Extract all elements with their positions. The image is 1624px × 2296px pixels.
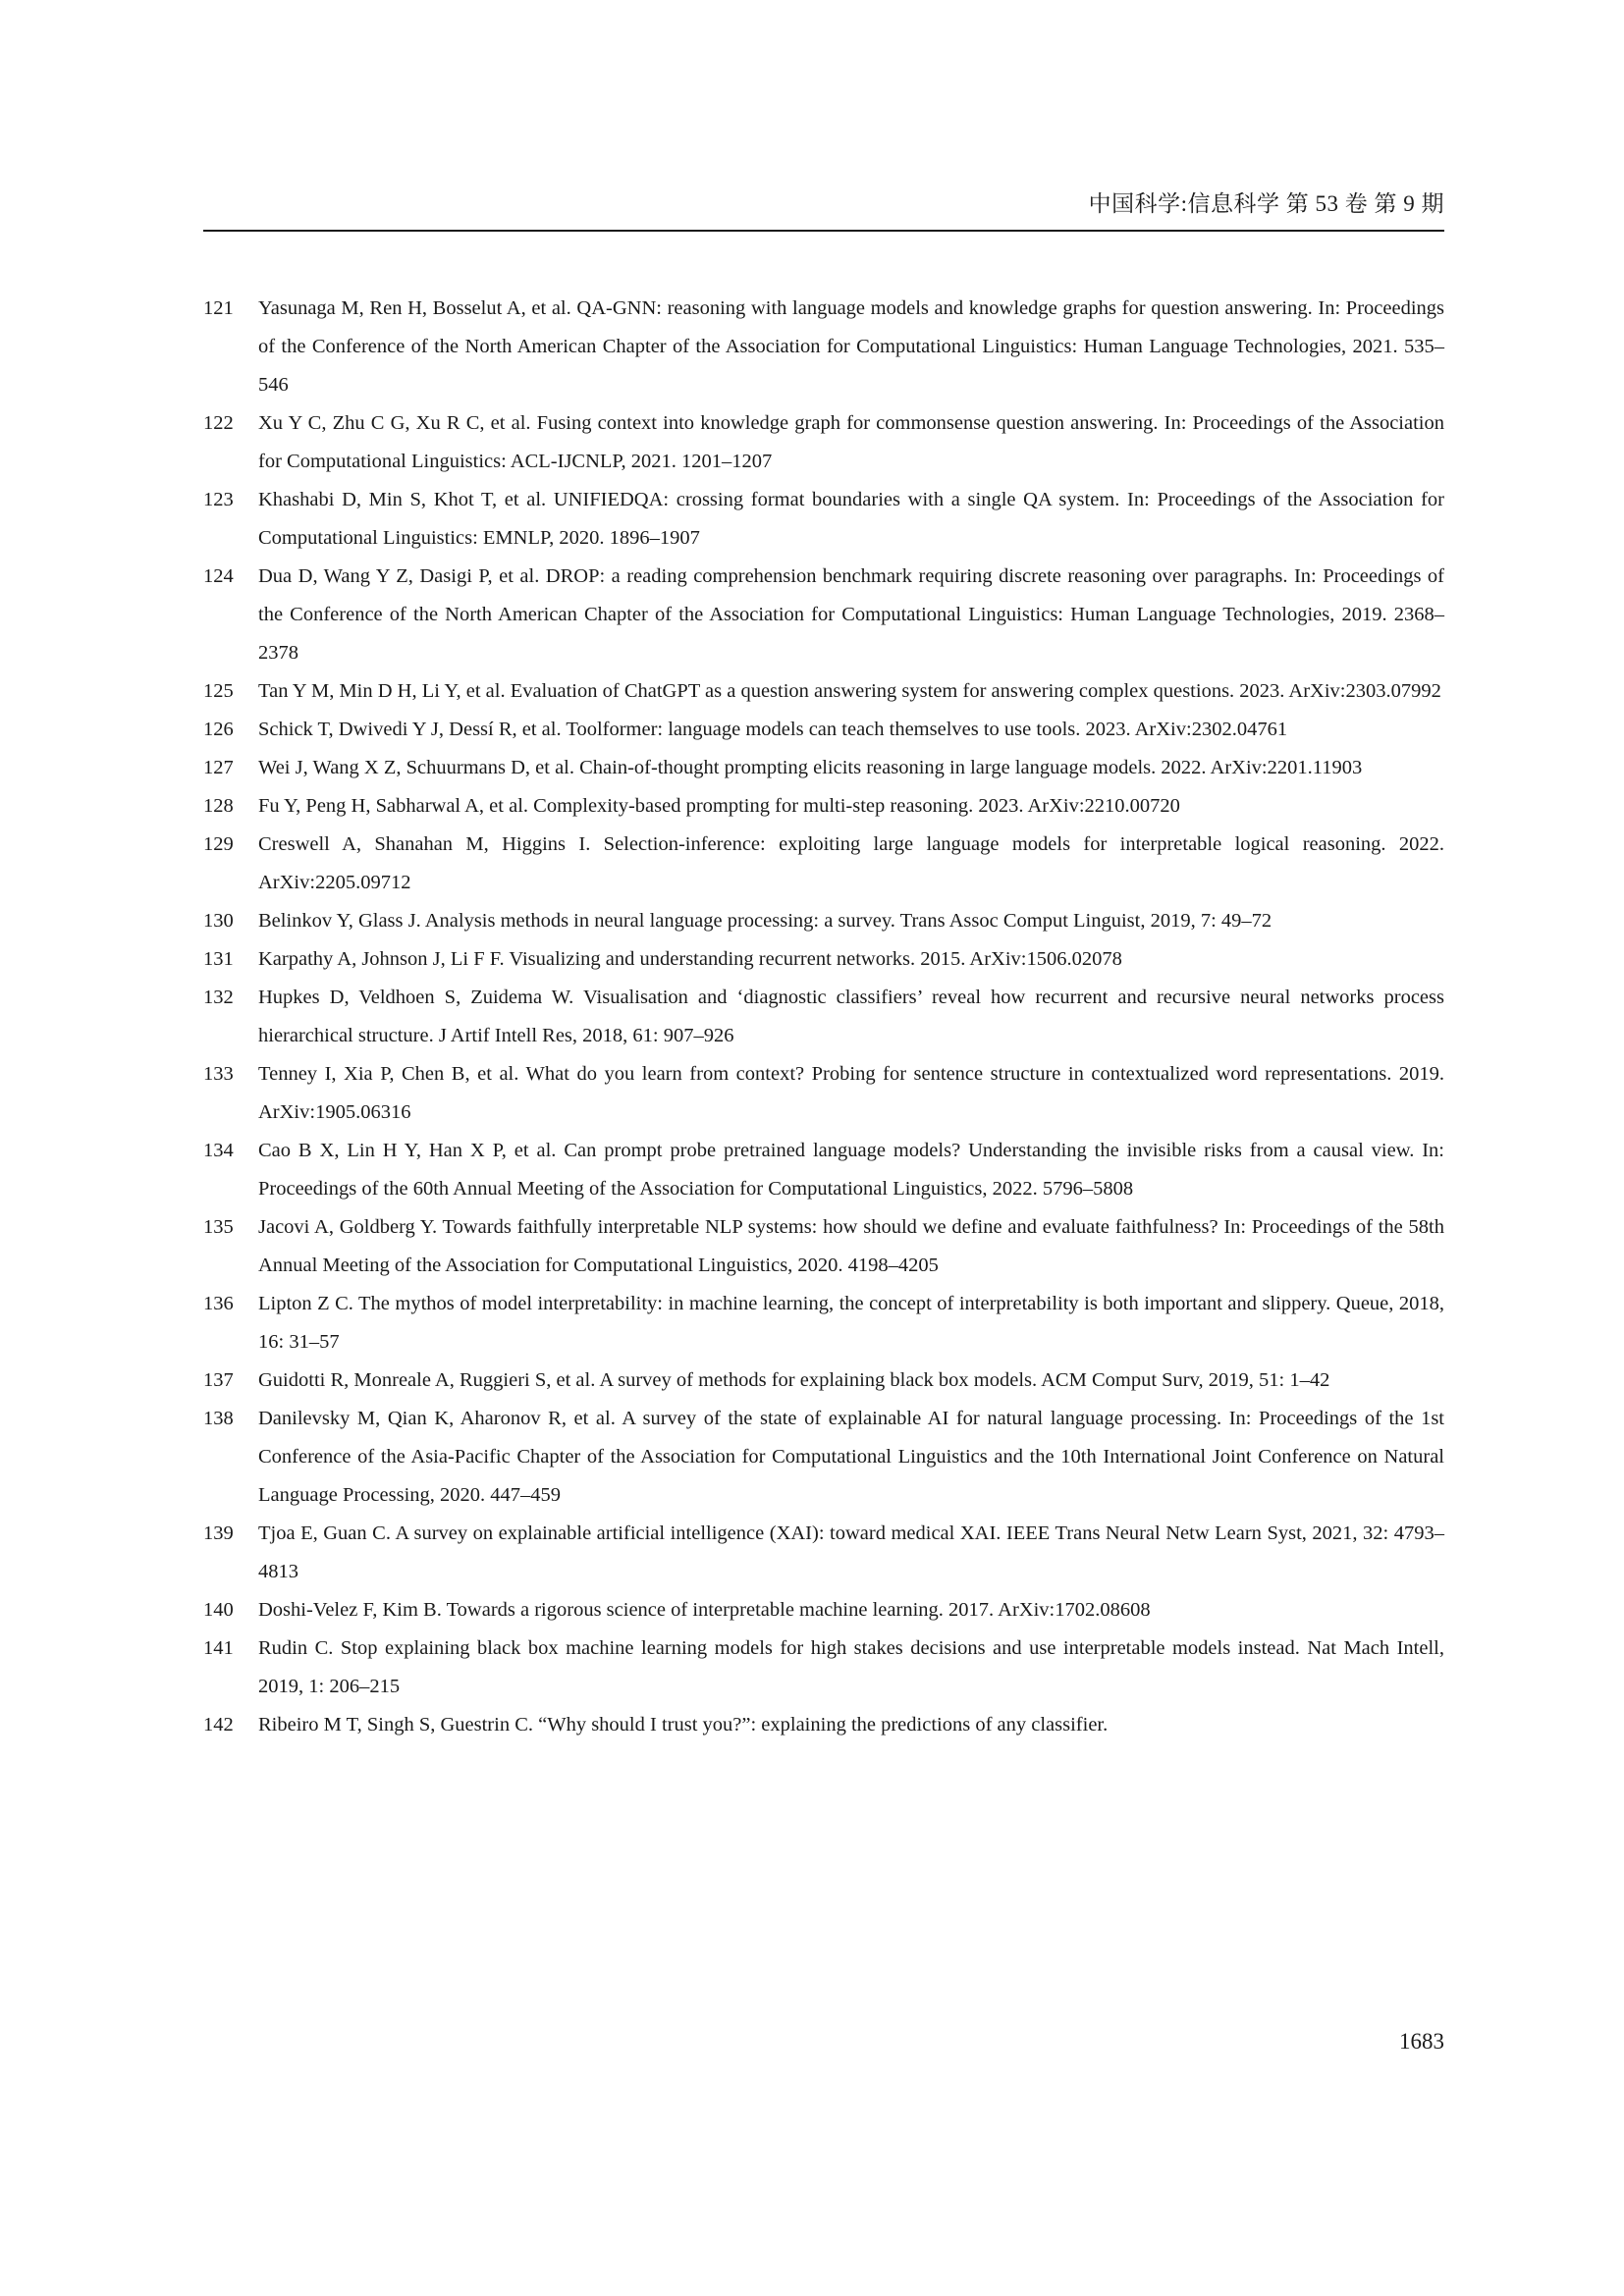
- reference-item: [203, 1515, 1444, 1591]
- reference-item: [203, 979, 1444, 1055]
- reference-number: 139: [203, 1522, 234, 1544]
- reference-text: Cao B X, Lin H Y, Han X P, et al. Can prompt probe pretrained language models? Understanding the invisible risks from a causal view. In: Proceedings of the 60th Annual Meeting of the Association for Computational Linguistics, 2022. 5796–5808: [258, 1140, 1444, 1200]
- reference-item: [203, 940, 1444, 979]
- reference-text: Rudin C. Stop explaining black box machine learning models for high stakes decisions and use interpretable models instead. Nat Mach Intell, 2019, 1: 206–215: [258, 1637, 1444, 1697]
- reference-text: Khashabi D, Min S, Khot T, et al. UNIFIEDQA: crossing format boundaries with a single QA system. In: Proceedings of the Association for Computational Linguistics: EMNLP, 2020. 1896–1907: [258, 489, 1444, 549]
- reference-text: Schick T, Dwivedi Y J, Dessí R, et al. Toolformer: language models can teach themselves to use tools. 2023. ArXiv:2302.04761: [258, 719, 1288, 740]
- reference-number: 128: [203, 795, 234, 817]
- reference-text: Yasunaga M, Ren H, Bosselut A, et al. QA-GNN: reasoning with language models and knowledge graphs for question answering. In: Proceedings of the Conference of the North American Chapter of the Association for Computational Linguistics: Human Language Technologies, 2021. 535–546: [258, 297, 1444, 396]
- reference-number: 140: [203, 1599, 234, 1621]
- reference-number: 127: [203, 757, 234, 778]
- reference-item: [203, 1132, 1444, 1208]
- reference-number: 134: [203, 1140, 234, 1161]
- reference-text: Wei J, Wang X Z, Schuurmans D, et al. Chain-of-thought prompting elicits reasoning in large language models. 2022. ArXiv:2201.11903: [258, 757, 1363, 778]
- reference-number: 131: [203, 948, 234, 970]
- reference-number: 136: [203, 1293, 234, 1314]
- reference-item: [203, 902, 1444, 940]
- reference-number: 142: [203, 1714, 234, 1735]
- reference-number: 122: [203, 412, 234, 434]
- reference-item: [203, 1362, 1444, 1400]
- reference-text: Guidotti R, Monreale A, Ruggieri S, et al. A survey of methods for explaining black box models. ACM Comput Surv, 2019, 51: 1–42: [258, 1369, 1330, 1391]
- reference-item: [203, 1208, 1444, 1285]
- reference-number: 133: [203, 1063, 234, 1085]
- reference-text: Belinkov Y, Glass J. Analysis methods in neural language processing: a survey. Trans Assoc Comput Linguist, 2019, 7: 49–72: [258, 910, 1272, 932]
- reference-text: Tenney I, Xia P, Chen B, et al. What do you learn from context? Probing for sentence structure in contextualized word representations. 2019. ArXiv:1905.06316: [258, 1063, 1444, 1123]
- reference-text: Lipton Z C. The mythos of model interpretability: in machine learning, the concept of interpretability is both important and slippery. Queue, 2018, 16: 31–57: [258, 1293, 1444, 1353]
- reference-item: [203, 711, 1444, 749]
- reference-number: 123: [203, 489, 234, 510]
- reference-number: 121: [203, 297, 234, 319]
- reference-item: [203, 558, 1444, 672]
- reference-text: Doshi-Velez F, Kim B. Towards a rigorous science of interpretable machine learning. 2017. ArXiv:1702.08608: [258, 1599, 1151, 1621]
- reference-number: 130: [203, 910, 234, 932]
- reference-list: [203, 290, 1444, 1744]
- reference-number: 132: [203, 987, 234, 1008]
- reference-item: [203, 787, 1444, 826]
- reference-number: 141: [203, 1637, 234, 1659]
- reference-item: [203, 1591, 1444, 1629]
- page-number: 1683: [1399, 2029, 1444, 2054]
- reference-item: [203, 826, 1444, 902]
- reference-text: Creswell A, Shanahan M, Higgins I. Selection-inference: exploiting large language models for interpretable logical reasoning. 2022. ArXiv:2205.09712: [258, 833, 1444, 893]
- reference-text: Hupkes D, Veldhoen S, Zuidema W. Visualisation and ‘diagnostic classifiers’ reveal how recurrent and recursive neural networks process hierarchical structure. J Artif Intell Res, 2018, 61: 907–926: [258, 987, 1444, 1046]
- reference-item: [203, 481, 1444, 558]
- reference-text: Ribeiro M T, Singh S, Guestrin C. “Why should I trust you?”: explaining the predictions of any classifier.: [258, 1714, 1109, 1735]
- reference-number: 124: [203, 565, 234, 587]
- reference-item: [203, 404, 1444, 481]
- reference-item: [203, 672, 1444, 711]
- reference-item: [203, 1400, 1444, 1515]
- reference-item: [203, 1706, 1444, 1744]
- running-header: 中国科学:信息科学 第 53 卷 第 9 期: [1088, 191, 1444, 216]
- reference-text: Danilevsky M, Qian K, Aharonov R, et al. A survey of the state of explainable AI for natural language processing. In: Proceedings of the 1st Conference of the Asia-Pacific Chapter of the Association for Computational Linguistics and the 10th International Joint Conference on Natural Language Processing, 2020. 447–459: [258, 1408, 1444, 1506]
- reference-text: Fu Y, Peng H, Sabharwal A, et al. Complexity-based prompting for multi-step reasoning. 2023. ArXiv:2210.00720: [258, 795, 1180, 817]
- reference-number: 125: [203, 680, 234, 702]
- reference-number: 135: [203, 1216, 234, 1238]
- reference-item: [203, 1629, 1444, 1706]
- reference-text: Dua D, Wang Y Z, Dasigi P, et al. DROP: a reading comprehension benchmark requiring discrete reasoning over paragraphs. In: Proceedings of the Conference of the North American Chapter of the Association for Computational Linguistics: Human Language Technologies, 2019. 2368–2378: [258, 565, 1444, 664]
- reference-item: [203, 1055, 1444, 1132]
- reference-item: [203, 290, 1444, 404]
- reference-item: [203, 1285, 1444, 1362]
- reference-number: 137: [203, 1369, 234, 1391]
- reference-text: Jacovi A, Goldberg Y. Towards faithfully interpretable NLP systems: how should we define and evaluate faithfulness? In: Proceedings of the 58th Annual Meeting of the Association for Computational Linguistics, 2020. 4198–4205: [258, 1216, 1444, 1276]
- reference-number: 129: [203, 833, 234, 855]
- reference-text: Karpathy A, Johnson J, Li F F. Visualizing and understanding recurrent networks. 2015. ArXiv:1506.02078: [258, 948, 1122, 970]
- reference-text: Tjoa E, Guan C. A survey on explainable artificial intelligence (XAI): toward medical XAI. IEEE Trans Neural Netw Learn Syst, 2021, 32: 4793–4813: [258, 1522, 1444, 1582]
- reference-number: 126: [203, 719, 234, 740]
- reference-text: Tan Y M, Min D H, Li Y, et al. Evaluation of ChatGPT as a question answering system for answering complex questions. 2023. ArXiv:2303.07992: [258, 680, 1441, 702]
- reference-number: 138: [203, 1408, 234, 1429]
- reference-text: Xu Y C, Zhu C G, Xu R C, et al. Fusing context into knowledge graph for commonsense question answering. In: Proceedings of the Association for Computational Linguistics: ACL-IJCNLP, 2021. 1201–1207: [258, 412, 1444, 472]
- reference-item: [203, 749, 1444, 787]
- header-rule: [203, 230, 1444, 232]
